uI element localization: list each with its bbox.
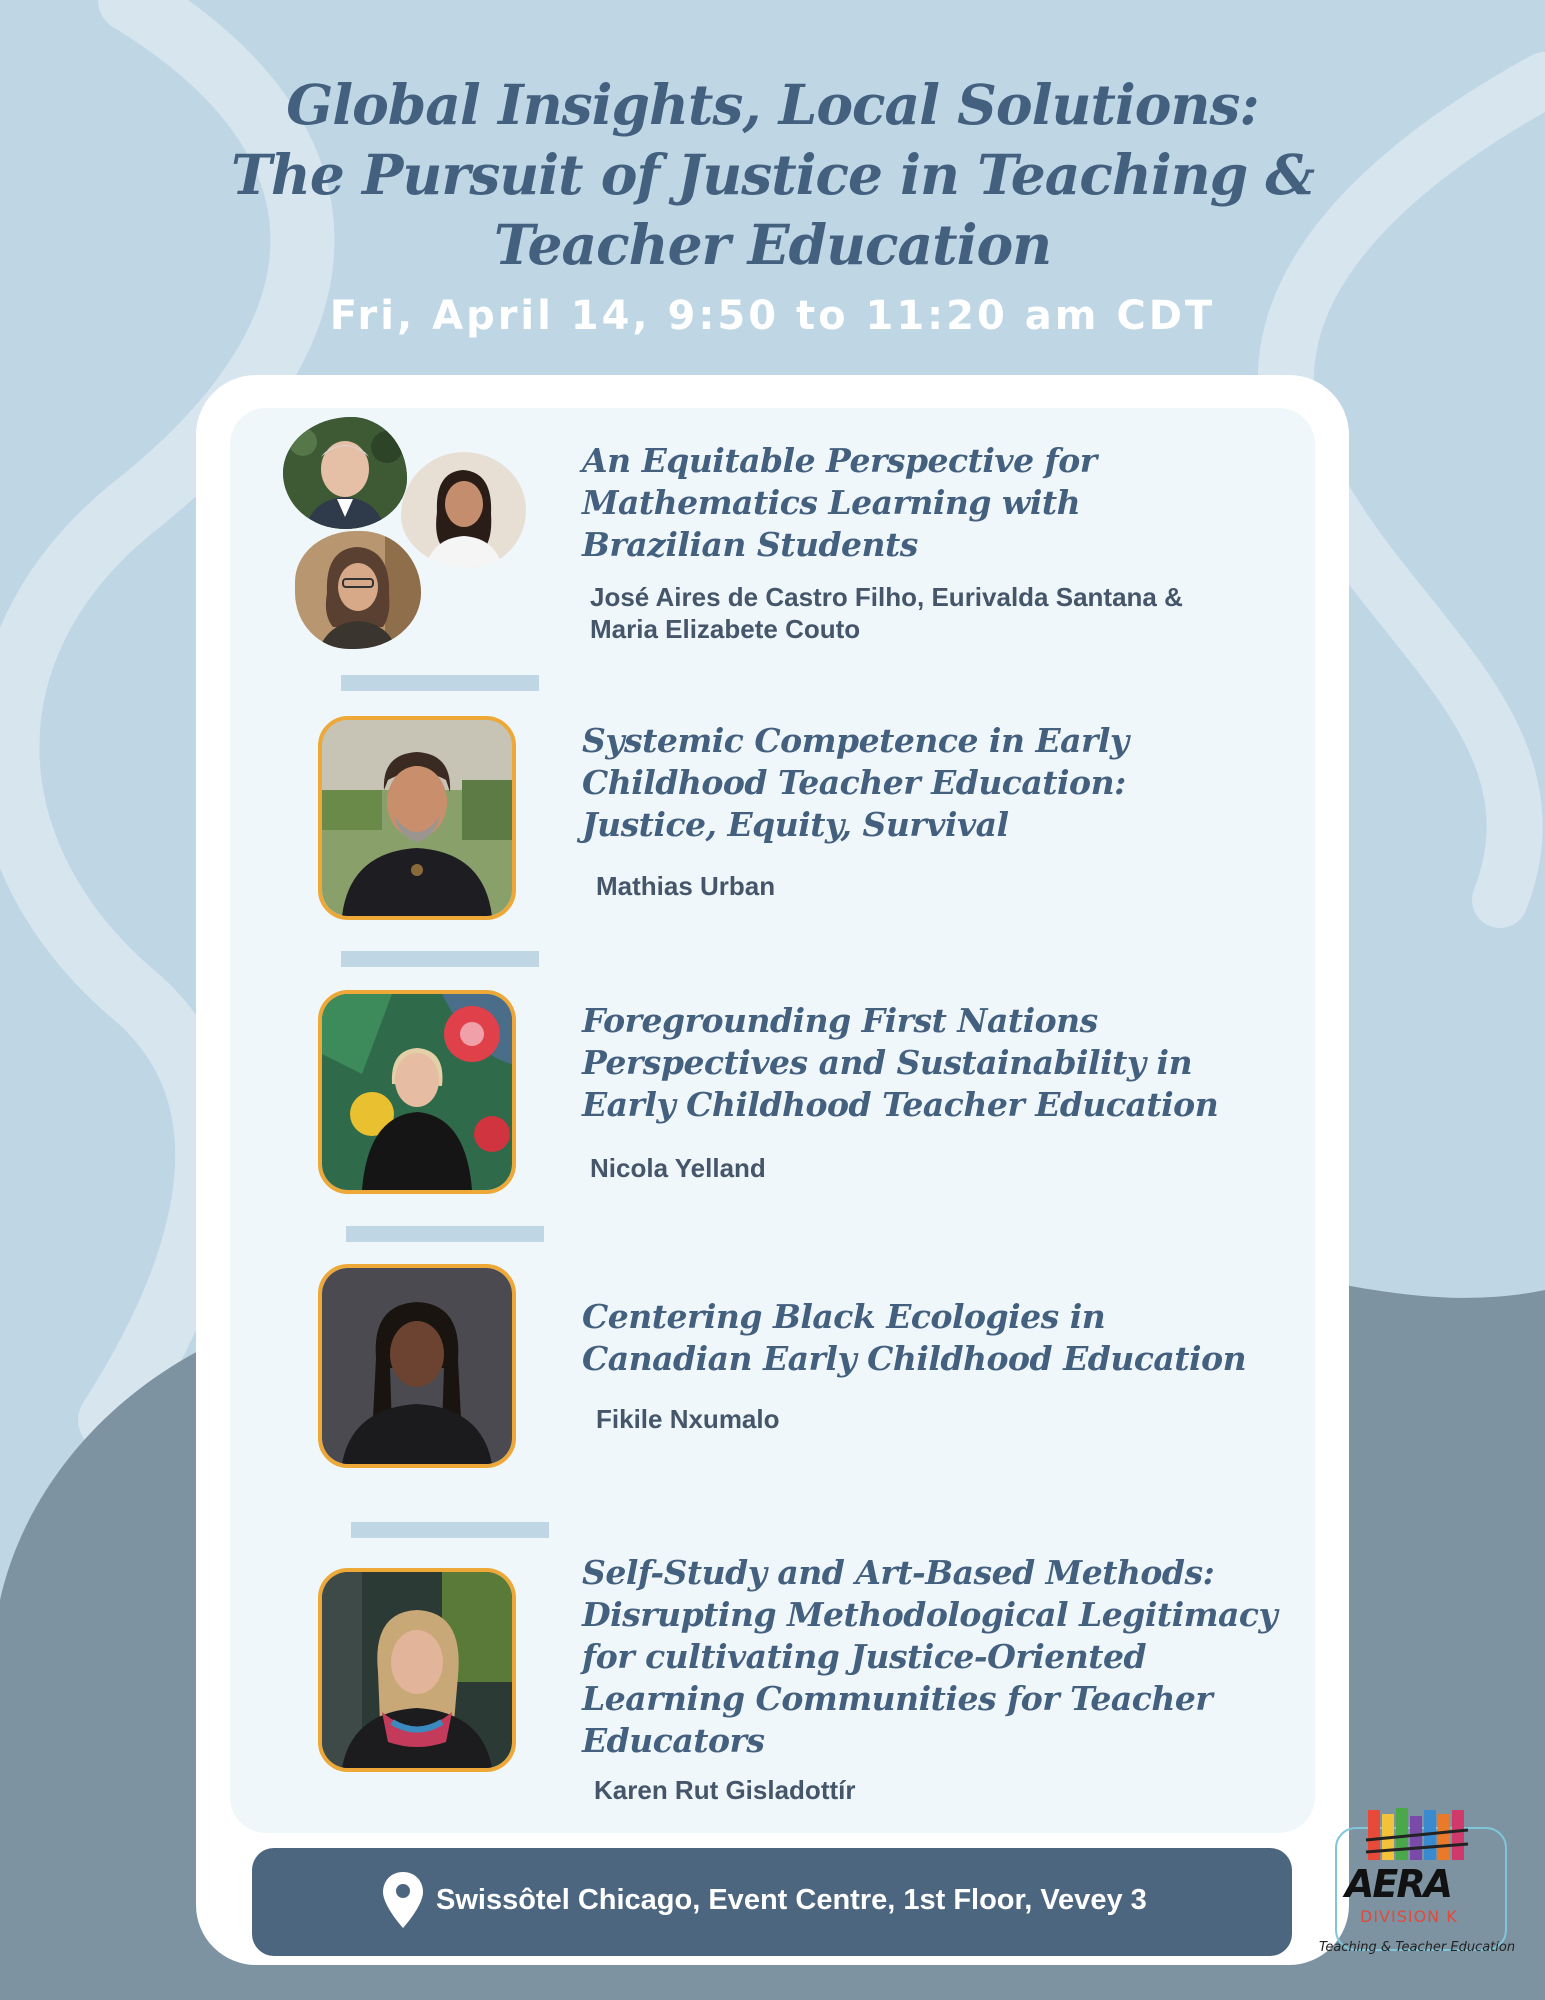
divider	[341, 951, 539, 967]
session-1-title-line: An Equitable Perspective for	[582, 441, 1097, 480]
location-text: Swissôtel Chicago, Event Centre, 1st Floor, Vevey 3	[436, 1884, 1147, 1916]
session-3-title-line: Perspectives and Sustainability in	[582, 1043, 1193, 1082]
session-4-speakers	[596, 1403, 780, 1435]
speaker-photo-yelland	[318, 990, 516, 1194]
session-2-title-line: Childhood Teacher Education:	[582, 763, 1126, 802]
speaker-photo-castro-filho	[283, 417, 407, 529]
event-title-line-2: The Pursuit of Justice in Teaching &	[230, 142, 1315, 207]
session-4-title-line: Canadian Early Childhood Education	[582, 1339, 1247, 1378]
session-2-speaker-line: Mathias Urban	[596, 871, 776, 901]
session-5-title-line: Self-Study and Art-Based Methods:	[582, 1553, 1215, 1592]
session-2-title-line: Systemic Competence in Early	[582, 721, 1129, 760]
session-3-title-line: Early Childhood Teacher Education	[582, 1085, 1219, 1124]
event-title-line-1: Global Insights, Local Solutions:	[286, 72, 1259, 137]
speaker-photo-couto	[295, 531, 421, 649]
speaker-photo-nxumalo	[318, 1264, 516, 1468]
session-2-title	[582, 720, 1129, 846]
session-4-title	[582, 1296, 1246, 1380]
divider	[346, 1226, 544, 1242]
aera-logo-text: AERA	[1345, 1862, 1452, 1906]
speaker-photo-urban	[318, 716, 516, 920]
session-1-speaker-line: José Aires de Castro Filho, Eurivalda Santana &	[590, 582, 1183, 612]
session-3-title	[582, 1000, 1218, 1126]
event-title	[0, 70, 1545, 280]
session-5-title	[582, 1552, 1277, 1762]
session-5-title-line: for cultivating Justice-Oriented	[582, 1637, 1147, 1676]
divider	[351, 1522, 549, 1538]
aera-division-subtitle: Teaching & Teacher Education	[1319, 1940, 1516, 1955]
event-date: Fri, April 14, 9:50 to 11:20 am CDT	[329, 293, 1216, 339]
divider	[341, 675, 539, 691]
session-1-speaker-line: Maria Elizabete Couto	[590, 614, 861, 644]
session-3-speaker-line: Nicola Yelland	[590, 1153, 766, 1183]
session-5-title-line: Learning Communities for Teacher	[582, 1679, 1213, 1718]
session-1-title	[582, 440, 1097, 566]
session-1-speakers	[590, 581, 1183, 645]
speaker-photo-santana	[401, 452, 526, 568]
session-3-title-line: Foregrounding First Nations	[582, 1001, 1098, 1040]
session-5-title-line: Educators	[582, 1721, 765, 1760]
aera-division-text: DIVISION K	[1360, 1907, 1458, 1926]
session-4-speaker-line: Fikile Nxumalo	[596, 1404, 780, 1434]
map-pin-icon	[383, 1872, 423, 1928]
session-2-title-line: Justice, Equity, Survival	[582, 805, 1009, 844]
session-5-speaker-line: Karen Rut Gisladottír	[594, 1775, 856, 1805]
session-3-speakers	[590, 1152, 766, 1184]
event-title-line-3: Teacher Education	[493, 212, 1052, 277]
session-5-title-line: Disrupting Methodological Legitimacy	[582, 1595, 1278, 1634]
speaker-photo-gisladottir	[318, 1568, 516, 1772]
session-4-title-line: Centering Black Ecologies in	[582, 1297, 1106, 1336]
session-1-title-line: Brazilian Students	[582, 525, 918, 564]
session-1-title-line: Mathematics Learning with	[582, 483, 1081, 522]
session-5-speakers	[594, 1774, 855, 1806]
session-2-speakers	[596, 870, 775, 902]
